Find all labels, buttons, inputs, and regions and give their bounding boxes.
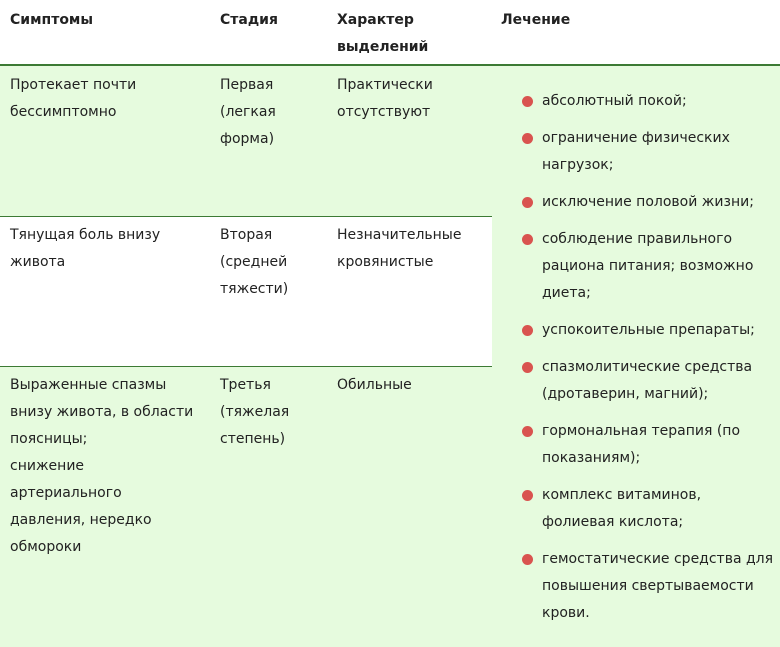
row-1-symptoms: Протекает почти бессимптомно (10, 77, 137, 120)
list-item (520, 482, 775, 536)
list-item (520, 125, 775, 179)
treatment-text: исключение половой жизни; (542, 194, 754, 210)
row-2-symptoms: Тянущая боль внизу живота (10, 227, 161, 270)
header-discharge: Характер выделений (337, 12, 429, 55)
row-1-discharge: Практически отсутствуют (337, 77, 433, 120)
list-item (520, 226, 775, 307)
header-divider (0, 64, 780, 66)
treatment-text: успокоительные препараты; (542, 322, 755, 338)
list-item (520, 418, 775, 472)
treatment-text: спазмолитические средства (дротаверин, магний); (542, 359, 753, 402)
treatment-text: ограничение физических нагрузок; (542, 130, 730, 173)
header-symptoms: Симптомы (10, 12, 94, 28)
row-3-symptoms (10, 372, 200, 561)
row-2-discharge: Незначительные кровянистые (337, 227, 462, 270)
row-1-stage: Первая (легкая форма) (220, 77, 276, 147)
list-item (520, 317, 775, 344)
treatment-text: гемостатические средства для повышения свертываемости крови. (542, 551, 774, 621)
row-1-divider (0, 216, 492, 217)
bullet-icon (522, 362, 533, 373)
treatment-text: соблюдение правильного рациона питания; возможно диета; (542, 231, 754, 301)
row-3-symptoms-line-2: снижение артериального давления, нередко обмороки (10, 458, 152, 555)
bullet-icon (522, 133, 533, 144)
treatment-list (520, 88, 775, 627)
row-2-stage: Вторая (средней тяжести) (220, 227, 289, 297)
bullet-icon (522, 490, 533, 501)
row-3-symptoms-line-1: Выраженные спазмы внизу живота, в области поясницы; (10, 377, 194, 447)
treatment-text: абсолютный покой; (542, 93, 687, 109)
treatment-text: комплекс витаминов, фолиевая кислота; (542, 487, 702, 530)
bullet-icon (522, 426, 533, 437)
header-stage: Стадия (220, 12, 278, 28)
bullet-icon (522, 96, 533, 107)
list-item (520, 88, 775, 115)
list-item (520, 189, 775, 216)
bullet-icon (522, 554, 533, 565)
bullet-icon (522, 197, 533, 208)
bullet-icon (522, 325, 533, 336)
list-item (520, 354, 775, 408)
bullet-icon (522, 234, 533, 245)
treatment-text: гормональная терапия (по показаниям); (542, 423, 741, 466)
header-treatment: Лечение (501, 12, 571, 28)
row-3-discharge: Обильные (337, 377, 412, 393)
list-item (520, 546, 775, 627)
row-3-stage: Третья (тяжелая степень) (220, 377, 290, 447)
row-2-divider (0, 366, 492, 367)
